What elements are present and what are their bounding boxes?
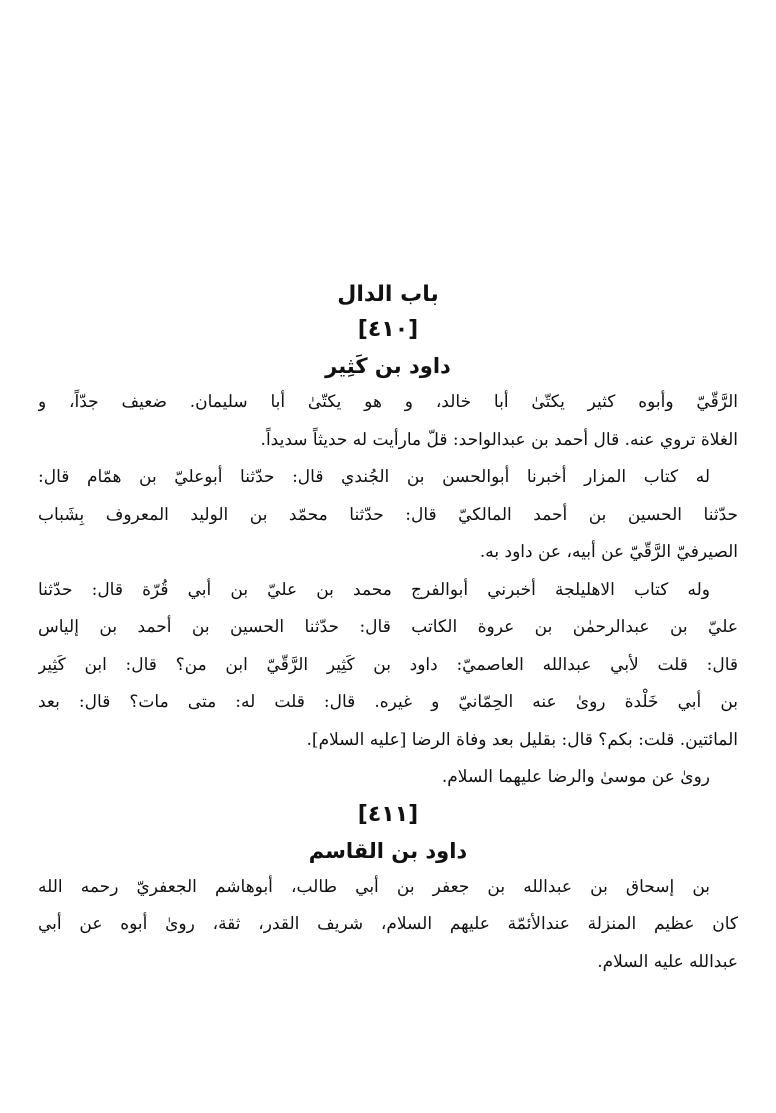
entry-paragraph [38, 459, 738, 572]
entry [38, 312, 738, 797]
entry-name: داود بن القاسم [308, 838, 468, 863]
book-page [38, 278, 738, 981]
text-line: وله كتاب الاهليلجة أخبرني أبوالفرج محمد بن عليّ بن أبي قُرّة قال: حدّثنا [38, 579, 710, 600]
entry-number: [٤١١] [357, 801, 419, 827]
text-line: روىٰ عن موسىٰ والرضا عليهما السلام. [441, 767, 710, 787]
text-line: قال: قلت لأبي عبدالله العاصميّ: داود بن كَثِير الرَّقّيّ ابن من؟ قال: ابن كَثِير [38, 654, 738, 675]
entry-name: داود بن كَثِير [325, 354, 451, 378]
text-line: بن أبي خَلْدة روىٰ عنه الحِمّانيّ و غيره. قال: قلت له: متى مات؟ قال: بعد [38, 692, 738, 712]
text-line: الصيرفيّ الرَّقّيّ عن أبيه، عن داود به. [479, 542, 738, 562]
chapter-title: باب الدال [337, 282, 439, 307]
entry-paragraph [38, 759, 738, 797]
entry-paragraph [38, 384, 738, 459]
text-line: له كتاب المزار أخبرنا أبوالحسن بن الجُندي قال: حدّثنا أبوعليّ بن همّام قال: [38, 467, 710, 487]
entries-container [38, 312, 738, 981]
entry [38, 797, 738, 982]
entry-number: [٤١٠] [357, 317, 419, 342]
text-line: كان عظيم المنزلة عندالأئمّة عليهم السلام، شريف القدر، ثقة، روىٰ أبوه عن أبي [38, 914, 738, 934]
text-line: حدّثنا الحسين بن أحمد المالكيّ قال: حدّثنا محمّد بن الوليد المعروف بِشَباب [38, 504, 738, 525]
text-line: الغلاة تروي عنه. قال أحمد بن عبدالواحد: قلّ مارأيت له حديثاً سديداً. [260, 429, 738, 450]
text-line: المائتين. قلت: بكم؟ قال: بقليل بعد وفاة الرضا [عليه السلام]. [306, 729, 738, 750]
entry-paragraph [38, 572, 738, 760]
text-line: بن إسحاق بن عبدالله بن جعفر بن أبي طالب، أبوهاشم الجعفريّ رحمه الله [38, 876, 710, 897]
text-line: عبدالله عليه السلام. [597, 951, 738, 972]
text-line: الرَّقّيّ وأبوه كثير يكتّىٰ أبا خالد، و هو يكتّىٰ أبا سليمان. ضعيف جدّاً، و [38, 392, 738, 412]
text-line: عليّ بن عبدالرحمٰن بن عروة الكاتب قال: حدّثنا الحسين بن أحمد بن إلياس [38, 617, 738, 637]
entry-paragraph [38, 869, 738, 982]
